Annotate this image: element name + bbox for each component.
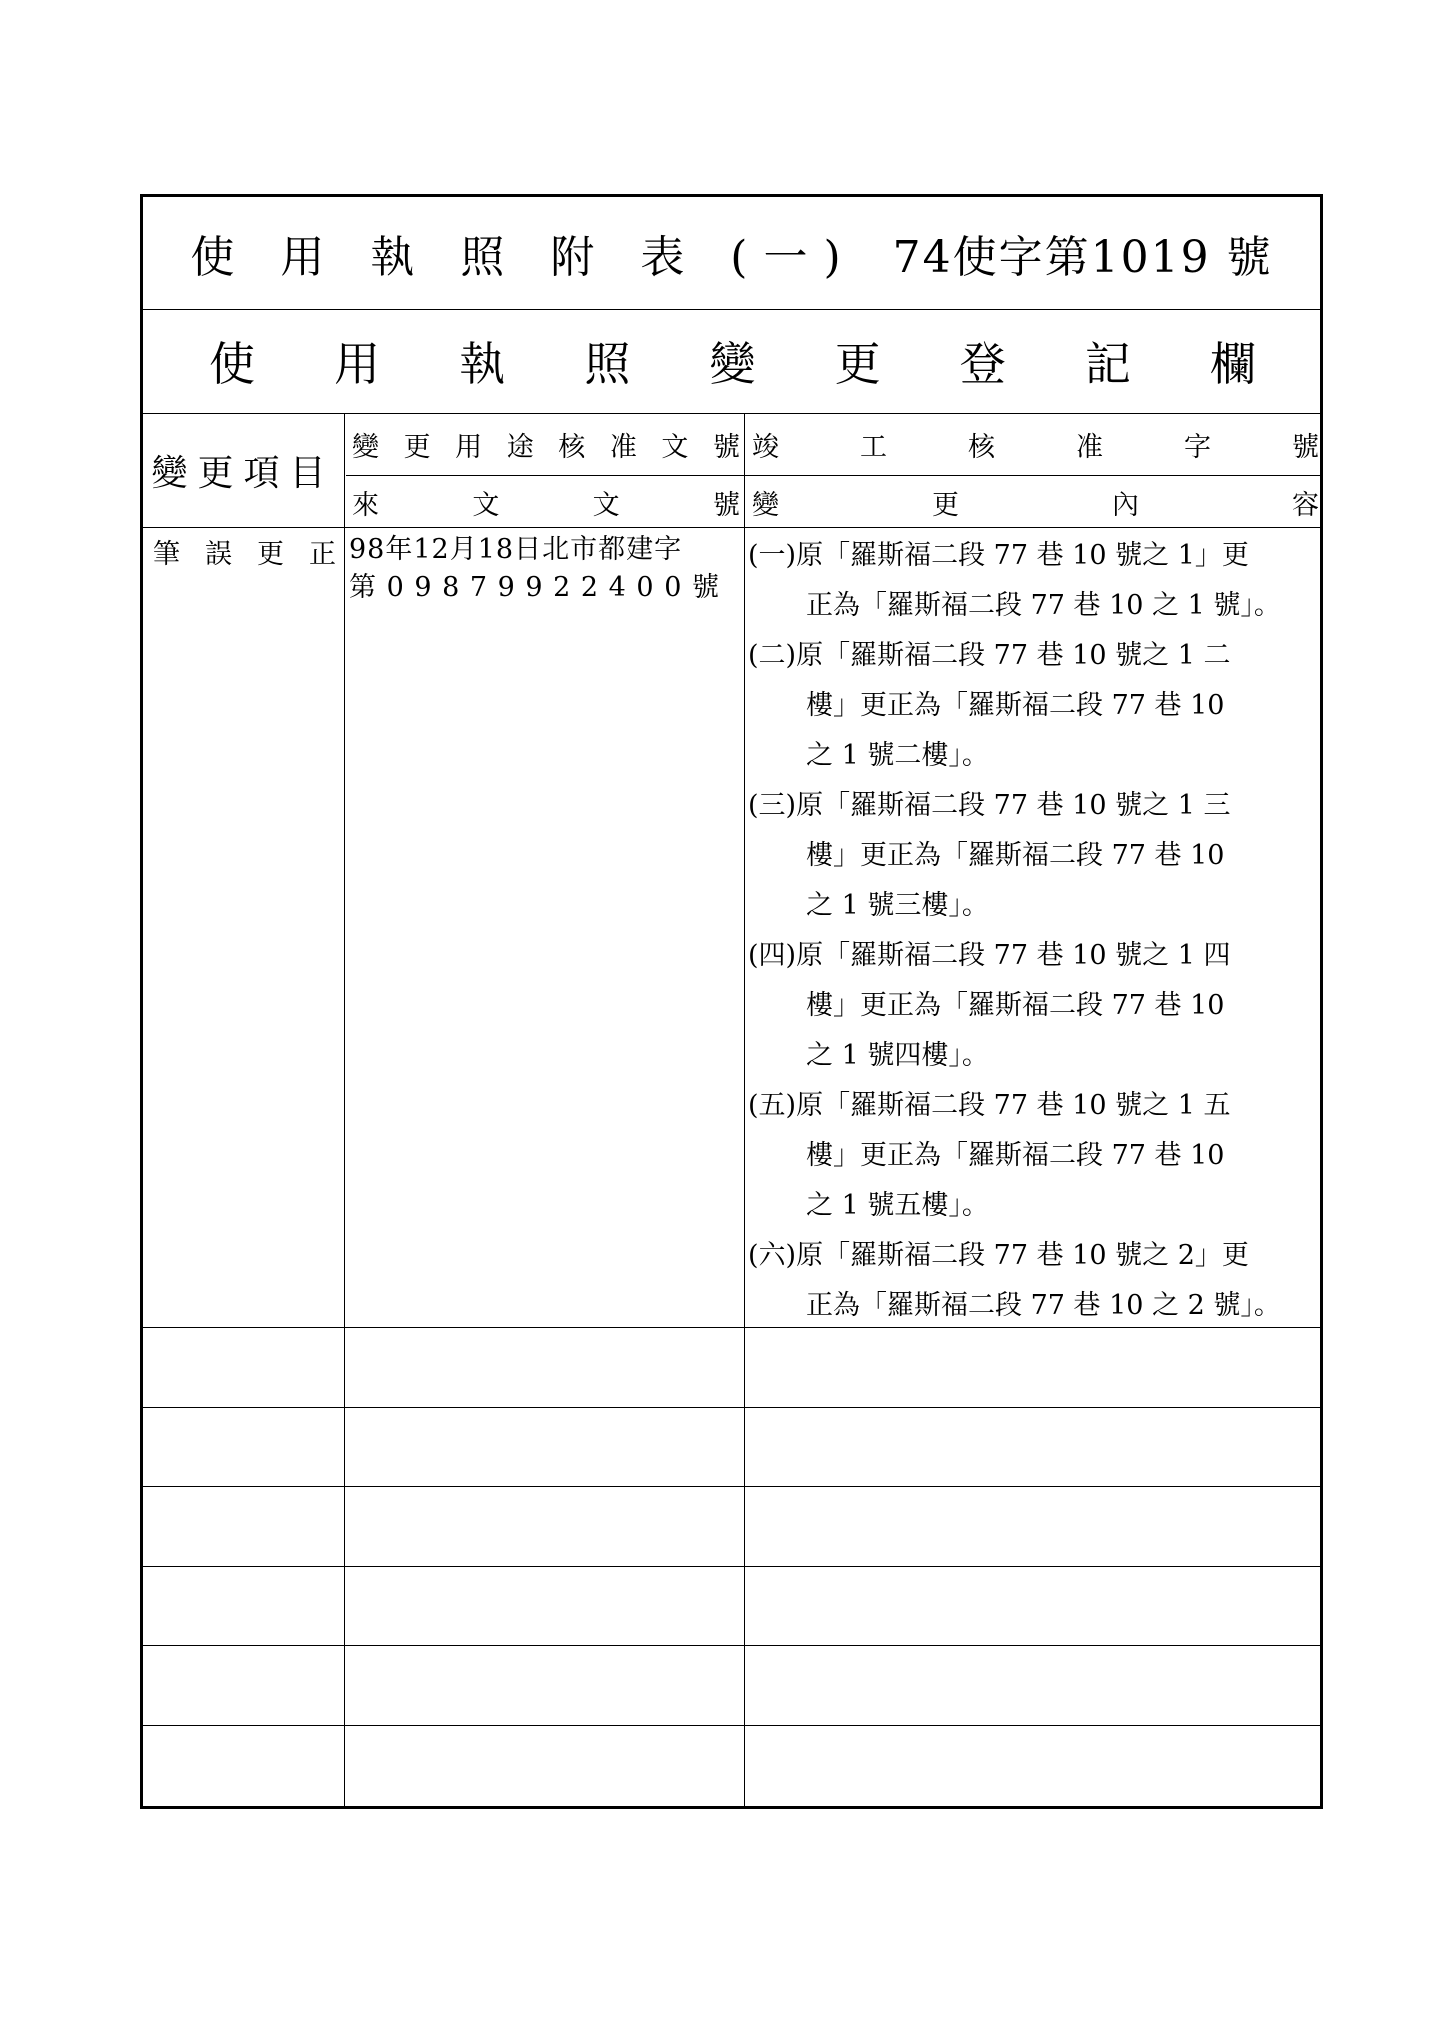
content-line: 正為「羅斯福二段 77 巷 10 之 2 號」。 (806, 1290, 1281, 1321)
content-line: (二)原「羅斯福二段 77 巷 10 號之 1 二 (748, 640, 1231, 671)
header-char: 號 (712, 431, 740, 463)
header-char: 文 (472, 489, 500, 521)
header-char: 准 (1076, 431, 1103, 463)
rule-col-2 (744, 413, 745, 1809)
header-char: 容 (1292, 489, 1319, 521)
content-line: 樓」更正為「羅斯福二段 77 巷 10 (806, 840, 1225, 871)
content-line: 正為「羅斯福二段 77 巷 10 之 1 號」。 (806, 590, 1281, 621)
row-doc-number (349, 531, 743, 607)
header-char: 內 (1112, 489, 1139, 521)
header-char: 准 (609, 431, 637, 463)
header-char: 來 (352, 489, 379, 521)
row-item-char: 正 (309, 538, 336, 570)
subtitle-char: 欄 (1210, 337, 1256, 391)
rule-col-1 (344, 413, 345, 1809)
subtitle-char: 用 (334, 337, 381, 391)
row-doc-line: 98年12月18日北市都建字 (349, 534, 683, 565)
header-char: 文 (592, 489, 620, 521)
title-main: 使 用 執 照 附 表 (一) (190, 232, 857, 283)
header-completion-approval-number (746, 413, 1323, 475)
rule-row-5 (143, 1645, 1320, 1646)
header-char: 文 (661, 431, 689, 463)
content-line: (五)原「羅斯福二段 77 巷 10 號之 1 五 (748, 1090, 1231, 1121)
rule-row-6 (143, 1725, 1320, 1726)
subtitle-char: 登 (959, 337, 1006, 391)
header-char: 更 (932, 489, 959, 521)
row-item-char: 誤 (205, 538, 232, 570)
header-char: 核 (968, 431, 995, 463)
subtitle-char: 使 (209, 337, 255, 391)
rule-row-3 (143, 1486, 1320, 1487)
header-char: 途 (506, 431, 534, 463)
subtitle-char: 更 (834, 337, 881, 391)
header-incoming-doc-number (346, 477, 744, 527)
row-change-content (748, 531, 1320, 1331)
content-line: 之 1 號四樓」。 (806, 1040, 989, 1071)
rule-row-2 (143, 1407, 1320, 1408)
header-char: 變 (752, 489, 779, 521)
header-change-item: 變更項目 (151, 452, 336, 494)
content-line: 之 1 號三樓」。 (806, 890, 989, 921)
header-char: 變 (352, 431, 379, 463)
content-item (748, 631, 1320, 781)
content-line: (一)原「羅斯福二段 77 巷 10 號之 1」更 (748, 540, 1249, 571)
rule-row-4 (143, 1566, 1320, 1567)
header-char: 號 (1292, 431, 1319, 463)
content-line: (四)原「羅斯福二段 77 巷 10 號之 1 四 (748, 940, 1231, 971)
subtitle-char: 變 (709, 337, 756, 391)
rule-header-bottom (143, 527, 1320, 528)
content-item (748, 931, 1320, 1081)
permit-attachment-form (140, 194, 1323, 1809)
header-char: 工 (860, 431, 887, 463)
subtitle-char: 執 (459, 337, 506, 391)
subtitle-char: 照 (584, 337, 631, 391)
rule-header-mid (346, 475, 1323, 476)
header-char: 號 (712, 489, 740, 521)
content-item (748, 531, 1320, 631)
content-item (748, 1231, 1320, 1331)
header-char: 更 (403, 431, 431, 463)
subtitle-char: 記 (1084, 337, 1131, 391)
content-line: 樓」更正為「羅斯福二段 77 巷 10 (806, 990, 1225, 1021)
content-line: 之 1 號五樓」。 (806, 1190, 989, 1221)
content-line: (三)原「羅斯福二段 77 巷 10 號之 1 三 (748, 790, 1231, 821)
form-title (143, 197, 1320, 309)
content-item (748, 781, 1320, 931)
row-doc-line: 第 0 9 8 7 9 9 2 2 4 0 0 號 (349, 572, 720, 603)
content-line: 樓」更正為「羅斯福二段 77 巷 10 (806, 690, 1225, 721)
row-item-char: 更 (257, 538, 284, 570)
content-line: 樓」更正為「羅斯福二段 77 巷 10 (806, 1140, 1225, 1171)
header-char: 用 (455, 431, 483, 463)
header-approval-doc-number (346, 413, 744, 475)
content-item (748, 1081, 1320, 1231)
content-line: (六)原「羅斯福二段 77 巷 10 號之 2」更 (748, 1240, 1249, 1271)
header-char: 字 (1184, 431, 1211, 463)
title-permit-number: 74使字第1019 號 (892, 232, 1273, 283)
form-subtitle (143, 309, 1320, 413)
header-char: 核 (558, 431, 586, 463)
content-line: 之 1 號二樓」。 (806, 740, 989, 771)
row-change-item (143, 531, 344, 571)
row-item-char: 筆 (153, 538, 180, 570)
header-change-content (746, 477, 1323, 527)
header-char: 竣 (752, 431, 779, 463)
